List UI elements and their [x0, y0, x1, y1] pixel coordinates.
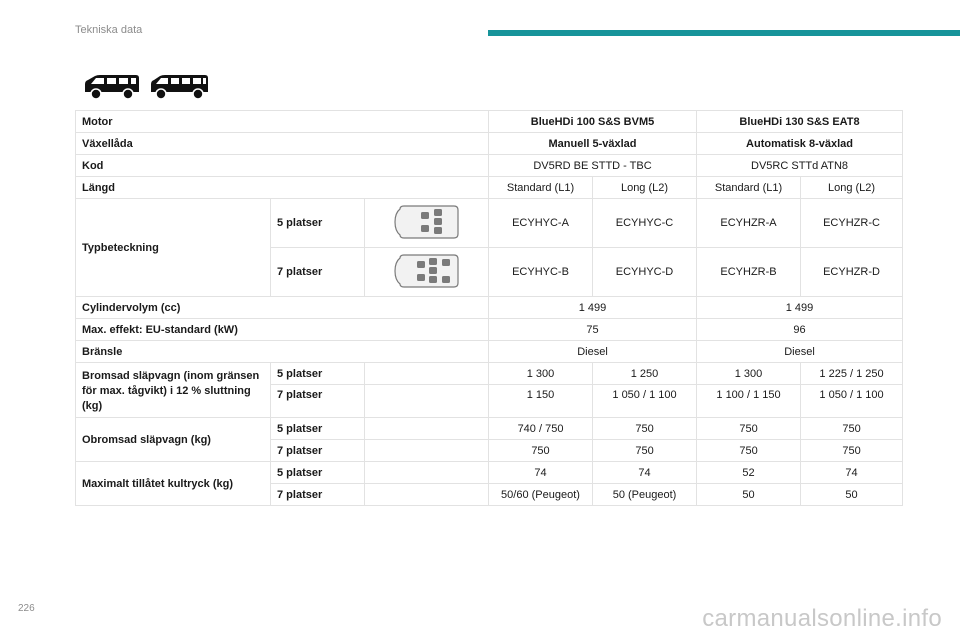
table-row-towball-5 — [76, 462, 903, 484]
empty-cell — [365, 484, 489, 506]
empty-cell — [365, 363, 489, 385]
table-cell: 74 — [489, 462, 593, 484]
seats-label: 5 platser — [271, 418, 365, 440]
table-row-motor — [76, 111, 903, 133]
type-label: Typbeteckning — [76, 199, 271, 297]
fuel-col2: Diesel — [697, 341, 903, 363]
table-cell: 1 150 — [489, 385, 593, 418]
table-row-type-5 — [76, 199, 903, 248]
table-cell: ECYHYC-B — [489, 248, 593, 297]
motor-col2: BlueHDi 130 S&S EAT8 — [697, 111, 903, 133]
length-label: Längd — [76, 177, 489, 199]
power-label: Max. effekt: EU-standard (kW) — [76, 319, 489, 341]
table-row-power — [76, 319, 903, 341]
gearbox-col2: Automatisk 8-växlad — [697, 133, 903, 155]
motor-col1: BlueHDi 100 S&S BVM5 — [489, 111, 697, 133]
table-row-fuel — [76, 341, 903, 363]
table-cell: Long (L2) — [801, 177, 903, 199]
empty-cell — [365, 462, 489, 484]
table-cell: ECYHZR-B — [697, 248, 801, 297]
unbraked-trailer-label: Obromsad släpvagn (kg) — [76, 418, 271, 462]
table-cell: 74 — [593, 462, 697, 484]
seats-label: 7 platser — [271, 484, 365, 506]
power-col1: 75 — [489, 319, 697, 341]
gearbox-col1: Manuell 5-växlad — [489, 133, 697, 155]
section-title: Tekniska data — [75, 24, 143, 36]
van-short-icon — [82, 73, 140, 100]
van-long-icon — [150, 73, 208, 100]
seats-label: 7 platser — [271, 440, 365, 462]
table-row-code — [76, 155, 903, 177]
table-row-unbraked-5 — [76, 418, 903, 440]
fuel-label: Bränsle — [76, 341, 489, 363]
table-cell: 750 — [801, 440, 903, 462]
table-cell: 1 225 / 1 250 — [801, 363, 903, 385]
code-col2: DV5RC STTd ATN8 — [697, 155, 903, 177]
table-cell: ECYHYC-D — [593, 248, 697, 297]
displacement-label: Cylindervolym (cc) — [76, 297, 489, 319]
table-cell: ECYHZR-D — [801, 248, 903, 297]
braked-trailer-label: Bromsad släpvagn (inom gränsen för max. tågvikt) i 12 % sluttning (kg) — [76, 363, 271, 418]
seats-label: 7 platser — [271, 385, 365, 418]
table-cell: 750 — [801, 418, 903, 440]
empty-cell — [365, 385, 489, 418]
table-cell: 750 — [593, 418, 697, 440]
table-cell: 1 050 / 1 100 — [801, 385, 903, 418]
displacement-col1: 1 499 — [489, 297, 697, 319]
seats-label: 5 platser — [271, 363, 365, 385]
table-cell: ECYHYC-C — [593, 199, 697, 248]
table-cell: ECYHYC-A — [489, 199, 593, 248]
motor-label: Motor — [76, 111, 489, 133]
table-cell: 750 — [697, 440, 801, 462]
table-cell: ECYHZR-C — [801, 199, 903, 248]
table-cell: Standard (L1) — [489, 177, 593, 199]
table-cell: 1 100 / 1 150 — [697, 385, 801, 418]
table-cell: 750 — [489, 440, 593, 462]
table-cell: 740 / 750 — [489, 418, 593, 440]
seats-label: 5 platser — [271, 199, 365, 248]
table-cell: 750 — [593, 440, 697, 462]
table-cell: 1 300 — [489, 363, 593, 385]
table-cell: 1 250 — [593, 363, 697, 385]
displacement-col2: 1 499 — [697, 297, 903, 319]
table-cell: 74 — [801, 462, 903, 484]
fuel-col1: Diesel — [489, 341, 697, 363]
header-accent-bar — [488, 30, 960, 36]
code-label: Kod — [76, 155, 489, 177]
table-cell: 750 — [697, 418, 801, 440]
table-cell: Long (L2) — [593, 177, 697, 199]
seats-label: 7 platser — [271, 248, 365, 297]
seat-layout-7-icon — [365, 248, 489, 297]
table-cell: 1 050 / 1 100 — [593, 385, 697, 418]
seat-layout-5-icon — [365, 199, 489, 248]
table-cell: 50 — [801, 484, 903, 506]
page-number: 226 — [18, 603, 35, 614]
table-cell: 52 — [697, 462, 801, 484]
table-row-length — [76, 177, 903, 199]
table-cell: 50 (Peugeot) — [593, 484, 697, 506]
table-cell: 50 — [697, 484, 801, 506]
table-cell: Standard (L1) — [697, 177, 801, 199]
table-cell: ECYHZR-A — [697, 199, 801, 248]
empty-cell — [365, 440, 489, 462]
table-cell: 1 300 — [697, 363, 801, 385]
table-row-gearbox — [76, 133, 903, 155]
power-col2: 96 — [697, 319, 903, 341]
table-row-braked-5 — [76, 363, 903, 385]
watermark: carmanualsonline.info — [702, 605, 942, 632]
towball-label: Maximalt tillåtet kultryck (kg) — [76, 462, 271, 506]
seats-label: 5 platser — [271, 462, 365, 484]
table-cell: 50/60 (Peugeot) — [489, 484, 593, 506]
empty-cell — [365, 418, 489, 440]
gearbox-label: Växellåda — [76, 133, 489, 155]
code-col1: DV5RD BE STTD - TBC — [489, 155, 697, 177]
technical-data-table — [75, 110, 903, 506]
table-row-displacement — [76, 297, 903, 319]
